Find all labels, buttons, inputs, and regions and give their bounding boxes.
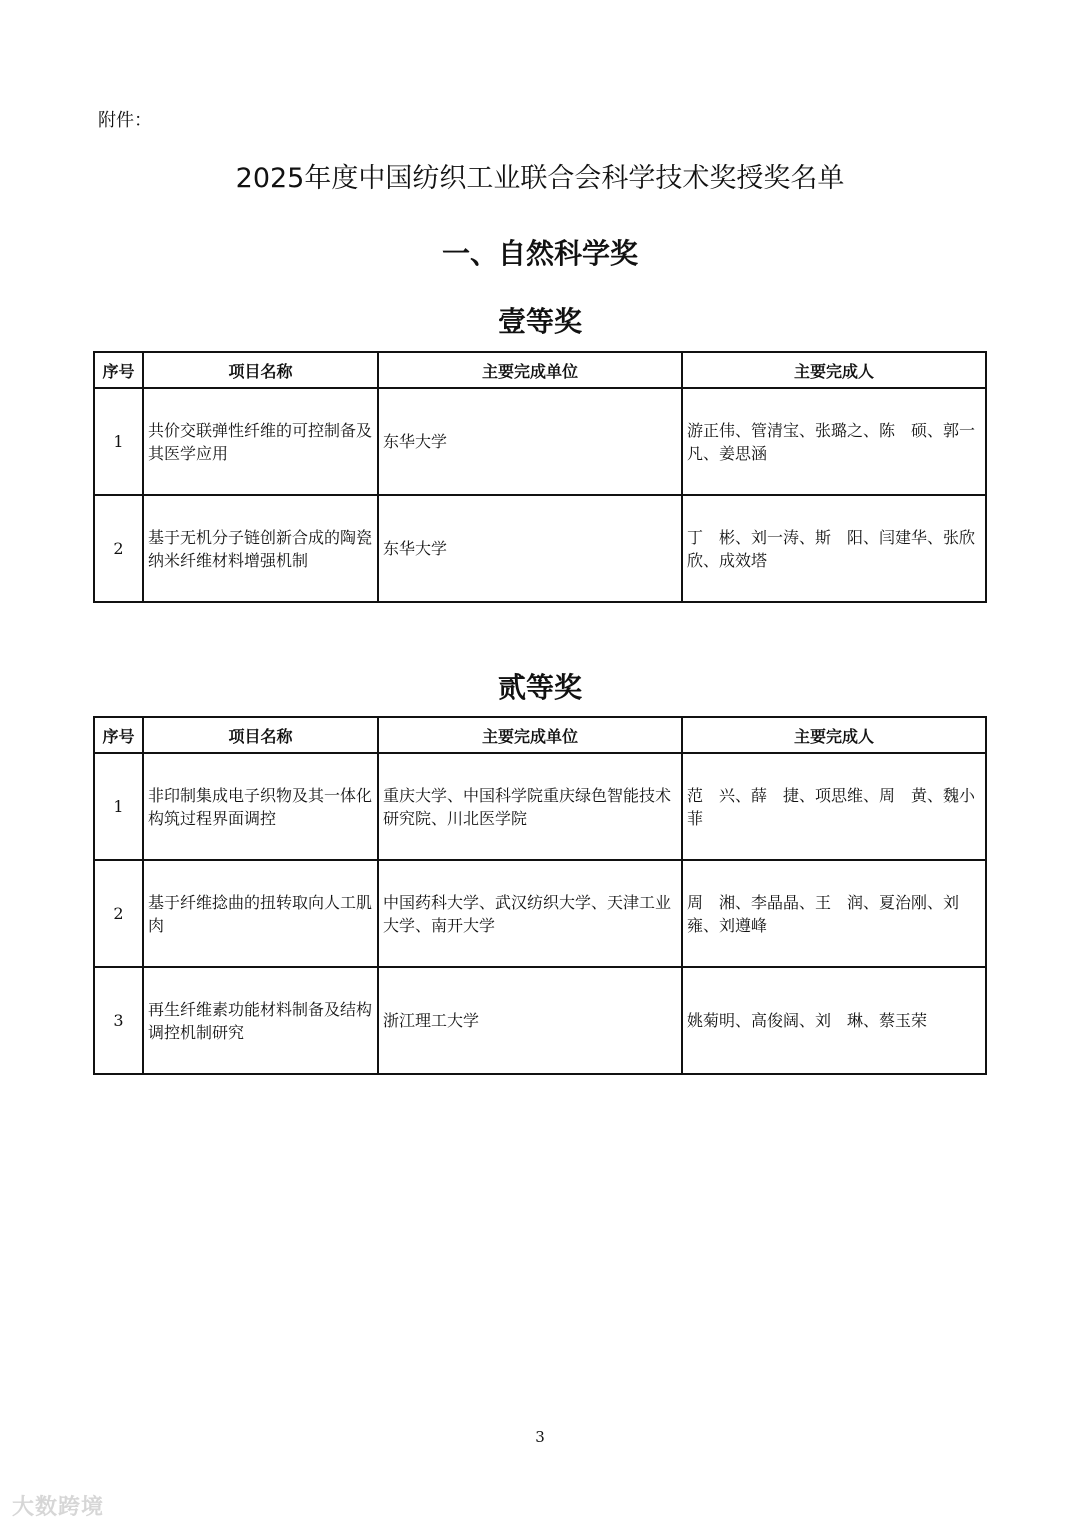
col-units: 主要完成单位 <box>378 352 682 388</box>
col-no: 序号 <box>94 352 143 388</box>
col-people: 主要完成人 <box>682 717 986 753</box>
table-row <box>94 860 986 967</box>
watermark-logo: 大数跨境 <box>12 1495 105 1520</box>
row-people: 姚菊明、高俊阔、刘 琳、蔡玉荣 <box>682 967 986 1074</box>
table-header <box>94 352 986 388</box>
row-units: 中国药科大学、武汉纺织大学、天津工业大学、南开大学 <box>378 860 682 967</box>
row-people: 游正伟、管清宝、张璐之、陈 硕、郭一凡、姜思涵 <box>682 388 986 495</box>
col-units: 主要完成单位 <box>378 717 682 753</box>
attachment-label: 附件： <box>98 110 152 131</box>
row-units: 重庆大学、中国科学院重庆绿色智能技术研究院、川北医学院 <box>378 753 682 860</box>
row-people: 范 兴、薛 捷、项思维、周 黄、魏小菲 <box>682 753 986 860</box>
row-people: 周 湘、李晶晶、王 润、夏治刚、刘 雍、刘遵峰 <box>682 860 986 967</box>
row-units: 东华大学 <box>378 388 682 495</box>
row-units: 东华大学 <box>378 495 682 602</box>
row-units: 浙江理工大学 <box>378 967 682 1074</box>
row-project: 共价交联弹性纤维的可控制备及其医学应用 <box>143 388 378 495</box>
col-people: 主要完成人 <box>682 352 986 388</box>
col-project: 项目名称 <box>143 352 378 388</box>
row-project: 再生纤维素功能材料制备及结构调控机制研究 <box>143 967 378 1074</box>
row-no: 2 <box>94 860 143 967</box>
section-heading: 一、自然科学奖 <box>441 237 638 270</box>
page-number: 3 <box>535 1428 545 1446</box>
document-title: 2025年度中国纺织工业联合会科学技术奖授奖名单 <box>235 163 845 194</box>
col-project: 项目名称 <box>143 717 378 753</box>
col-no: 序号 <box>94 717 143 753</box>
table-header <box>94 717 986 753</box>
row-project: 基于无机分子链创新合成的陶瓷纳米纤维材料增强机制 <box>143 495 378 602</box>
row-no: 1 <box>94 753 143 860</box>
table-row <box>94 495 986 602</box>
table-row <box>94 753 986 860</box>
grade2-table <box>93 716 987 1075</box>
grade2-heading: 贰等奖 <box>497 671 582 704</box>
row-no: 3 <box>94 967 143 1074</box>
grade1-heading: 壹等奖 <box>497 305 582 338</box>
row-people: 丁 彬、刘一涛、斯 阳、闫建华、张欣欣、成效塔 <box>682 495 986 602</box>
row-project: 非印制集成电子织物及其一体化构筑过程界面调控 <box>143 753 378 860</box>
row-project: 基于纤维捻曲的扭转取向人工肌肉 <box>143 860 378 967</box>
grade1-table <box>93 351 987 603</box>
row-no: 1 <box>94 388 143 495</box>
table-row <box>94 967 986 1074</box>
row-no: 2 <box>94 495 143 602</box>
table-row <box>94 388 986 495</box>
